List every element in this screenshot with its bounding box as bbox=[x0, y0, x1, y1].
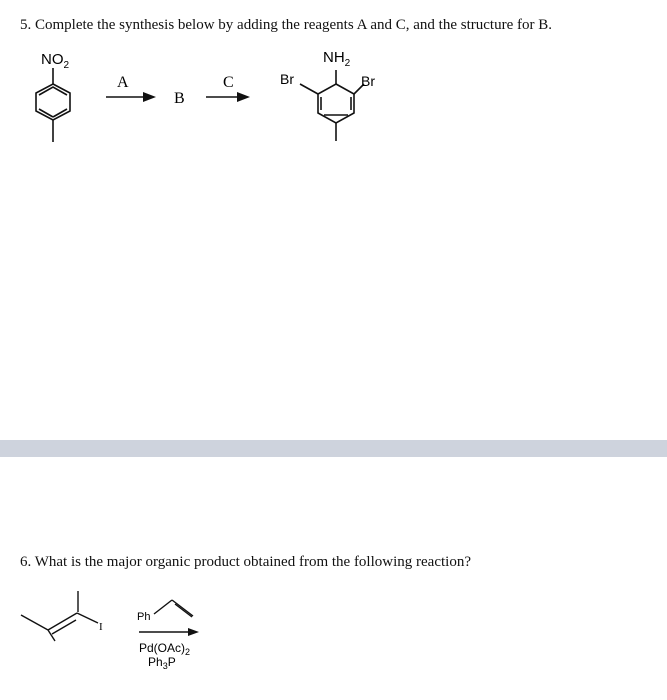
question-5-text: 5. Complete the synthesis below by adding the reagents A and C, and the structure for B. bbox=[20, 17, 552, 33]
question-6-text: 6. What is the major organic product obtained from the following reaction? bbox=[20, 554, 471, 570]
vinyl-iodide-structure bbox=[21, 591, 98, 641]
ligand-label: $Ph_3P$ bbox=[148, 655, 176, 671]
nitro-group-label: $NO_2$ bbox=[41, 51, 70, 71]
intermediate-b-label: B bbox=[174, 90, 185, 107]
styrene-structure bbox=[154, 600, 193, 617]
reagent-c-label: C bbox=[223, 74, 234, 91]
phenyl-label: Ph bbox=[137, 611, 151, 623]
bromo-right-label: Br bbox=[361, 73, 375, 89]
bromo-left-label: Br bbox=[280, 71, 294, 87]
reagent-a-label: A bbox=[117, 74, 129, 91]
amino-group-label: $NH_2$ bbox=[323, 49, 351, 69]
catalyst-label: $Pd(OAc)_2$ bbox=[139, 641, 191, 657]
reaction-arrowhead bbox=[188, 628, 199, 636]
iodine-label: I bbox=[99, 621, 103, 633]
